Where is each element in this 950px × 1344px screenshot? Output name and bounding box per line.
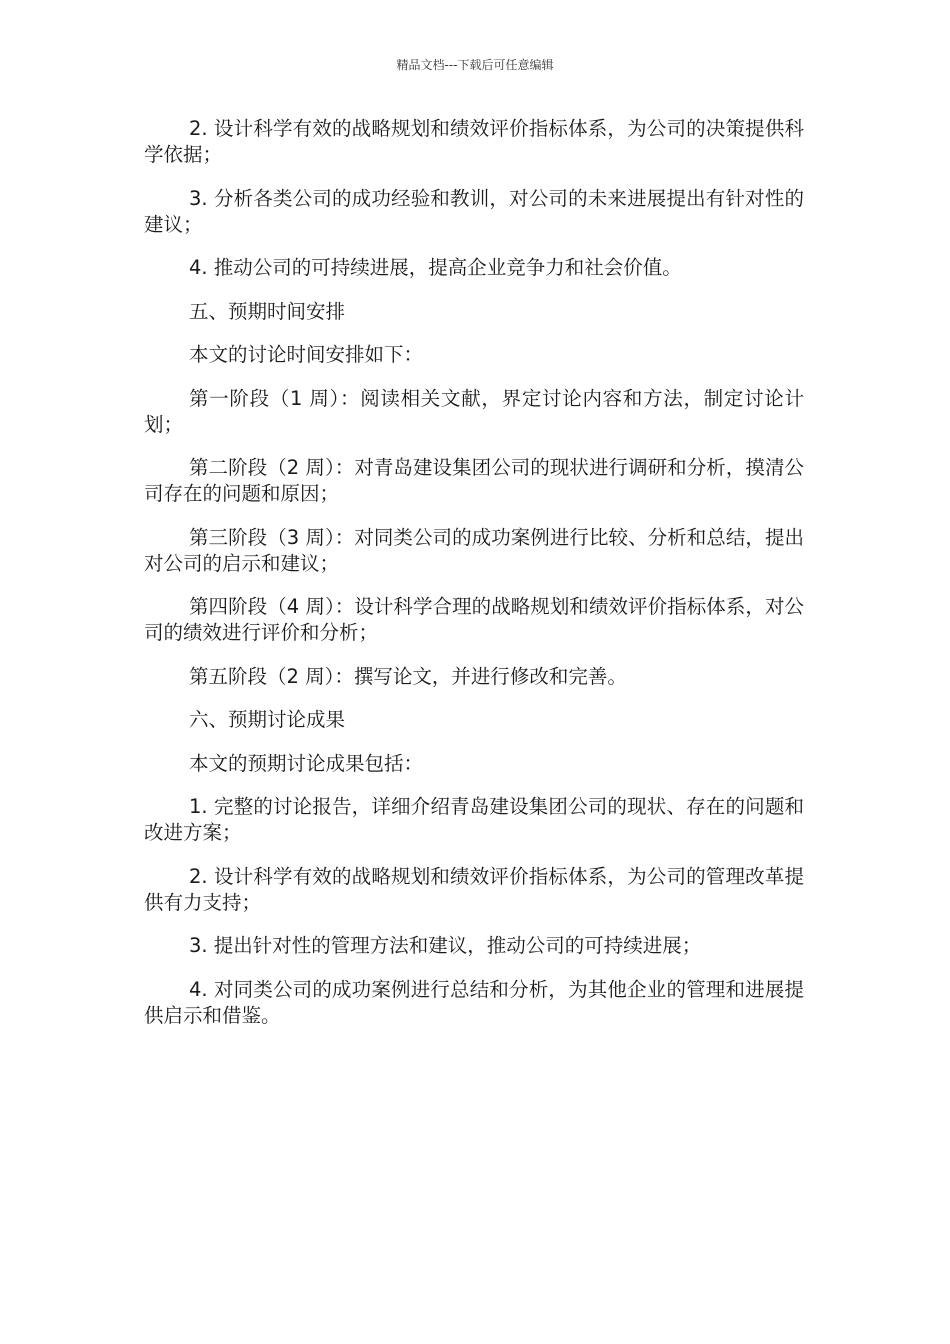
paragraph: 2. 设计科学有效的战略规划和绩效评价指标体系，为公司的决策提供科学依据； <box>144 117 804 166</box>
paragraph: 第二阶段（2 周）：对青岛建设集团公司的现状进行调研和分析，摸清公司存在的问题和原因； <box>144 456 804 505</box>
paragraph: 本文的预期讨论成果包括： <box>189 751 424 775</box>
paragraph: 2. 设计科学有效的战略规划和绩效评价指标体系，为公司的管理改革提供有力支持； <box>144 864 804 914</box>
paragraph: 第四阶段（4 周）：设计科学合理的战略规划和绩效评价指标体系，对公司的绩效进行评价和分析； <box>144 595 804 644</box>
paragraph: 第一阶段（1 周）：阅读相关文献，界定讨论内容和方法，制定讨论计划； <box>144 386 804 436</box>
paragraph: 1. 完整的讨论报告，详细介绍青岛建设集团公司的现状、存在的问题和改进方案； <box>144 795 804 844</box>
page-header: 精品文档---下载后可任意编辑 <box>396 58 554 72</box>
paragraph: 第三阶段（3 周）：对同类公司的成功案例进行比较、分析和总结，提出对公司的启示和建议； <box>144 525 804 575</box>
paragraph: 4. 对同类公司的成功案例进行总结和分析，为其他企业的管理和进展提供启示和借鉴。 <box>144 977 804 1027</box>
paragraph: 3. 分析各类公司的成功经验和教训，对公司的未来进展提出有针对性的建议； <box>144 186 804 236</box>
section-heading: 五、预期时间安排 <box>189 299 346 323</box>
paragraph: 4. 推动公司的可持续进展，提高企业竞争力和社会价值。 <box>189 256 682 279</box>
paragraph: 3. 提出针对性的管理方法和建议，推动公司的可持续进展； <box>189 934 702 957</box>
document-body <box>144 116 804 1046</box>
section-heading: 六、预期讨论成果 <box>189 708 346 731</box>
paragraph: 第五阶段（2 周）：撰写论文，并进行修改和完善。 <box>189 664 627 688</box>
paragraph: 本文的讨论时间安排如下： <box>189 343 424 366</box>
